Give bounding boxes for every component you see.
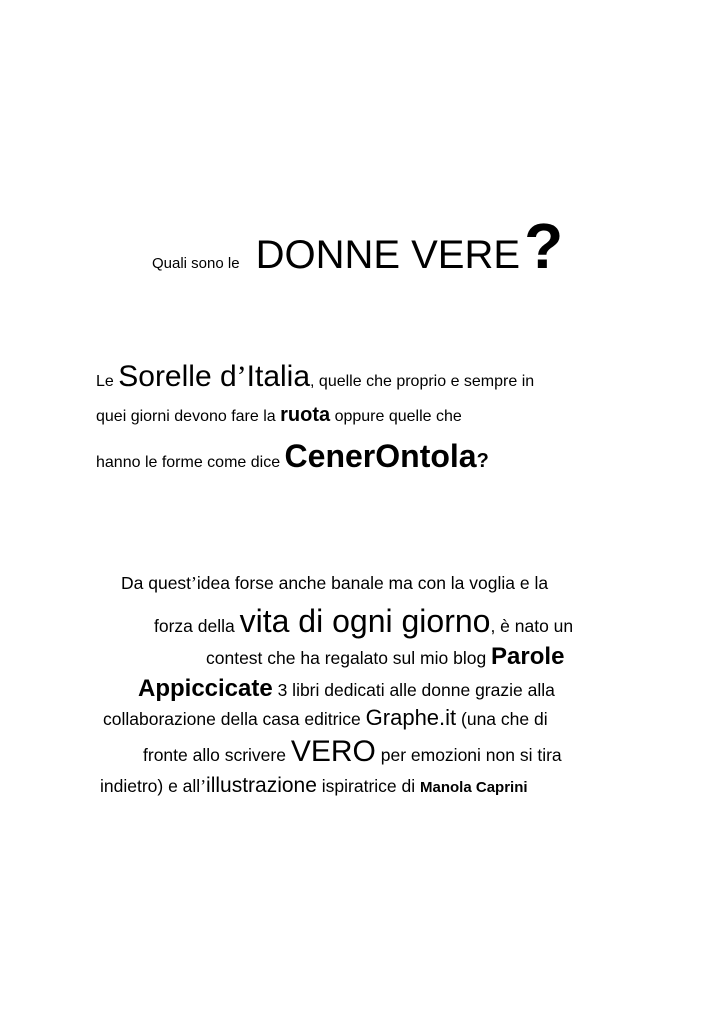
- text-span: collaborazione della casa editrice: [103, 709, 366, 729]
- text-span: oppure quelle che: [330, 408, 462, 425]
- title-main: DONNE VERE: [255, 233, 521, 277]
- paragraph2-line4: [138, 677, 555, 701]
- text-span: ?: [476, 450, 489, 472]
- page-title: [152, 210, 564, 282]
- text-span: Sorelle d: [118, 360, 237, 393]
- text-span: Da quest: [121, 573, 192, 593]
- text-span: vita di ogni giorno: [239, 603, 491, 639]
- text-span: contest che ha regalato sul mio blog: [206, 648, 492, 668]
- text-span: indietro) e all: [100, 776, 201, 796]
- text-span: ruota: [280, 404, 331, 426]
- text-span: Le: [96, 373, 114, 390]
- text-span: hanno le forme come dice: [96, 454, 285, 471]
- paragraph2-line6: [143, 737, 562, 767]
- text-span: Italia: [246, 360, 311, 393]
- text-span: , quelle che proprio e sempre in: [310, 373, 535, 390]
- text-span: fronte allo scrivere: [143, 745, 291, 765]
- text-span: , è nato un: [490, 616, 574, 636]
- paragraph2-line3: [206, 645, 564, 669]
- text-span: Appiccicate: [138, 675, 273, 702]
- text-span: ’: [236, 360, 247, 393]
- paragraph1-line3: [96, 440, 489, 472]
- paragraph2-line1: [121, 575, 548, 593]
- text-span: forza della: [154, 616, 240, 636]
- paragraph2-line5: [103, 707, 548, 729]
- title-question-mark: ?: [524, 210, 564, 282]
- text-span: per emozioni non si tira: [375, 745, 562, 765]
- text-span: (una che di: [456, 709, 548, 729]
- text-span: illustrazione: [206, 774, 317, 797]
- text-span: idea forse anche banale ma con la voglia e la: [196, 573, 549, 593]
- text-span: Graphe.it: [365, 705, 457, 730]
- text-span: Manola Caprini: [420, 779, 528, 796]
- paragraph2-line2: [154, 605, 573, 637]
- title-intro: Quali sono le: [152, 255, 240, 272]
- text-span: ’: [191, 573, 197, 593]
- text-span: quei giorni devono fare la: [96, 408, 281, 425]
- text-span: ispiratrice di: [316, 776, 421, 796]
- paragraph2-line7: [100, 775, 528, 796]
- text-span: ’: [200, 776, 207, 796]
- text-span: VERO: [290, 735, 376, 768]
- text-span: Parole: [491, 643, 565, 670]
- paragraph1-line2: [96, 405, 462, 425]
- paragraph1-line1: [96, 362, 534, 392]
- text-span: 3 libri dedicati alle donne grazie alla: [272, 680, 555, 700]
- text-span: CenerOntola: [284, 438, 477, 474]
